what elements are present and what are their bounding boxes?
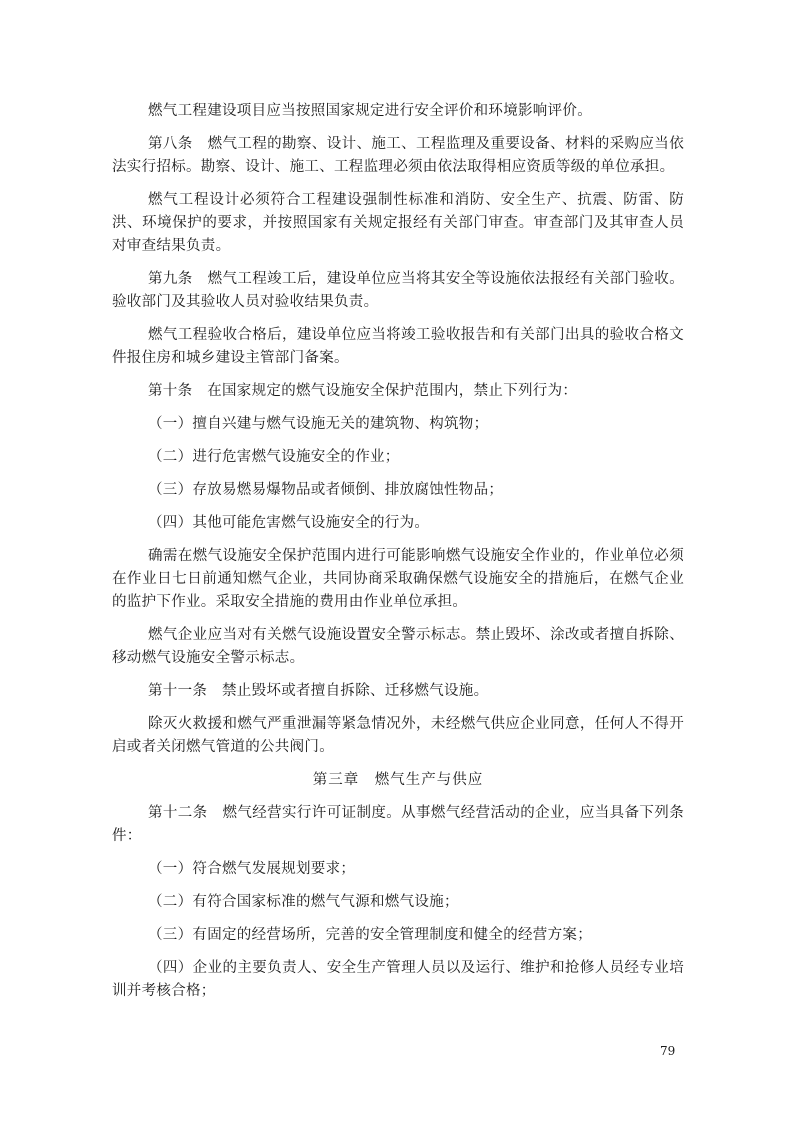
document-body (112, 100, 684, 1013)
chapter-title: 第三章 燃气生产与供应 (312, 772, 484, 788)
paragraph: 第十二条 燃气经营实行许可证制度。从事燃气经营活动的企业，应当具备下列条件： (112, 805, 684, 844)
list-item: （三）存放易燃易爆物品或者倾倒、排放腐蚀性物品； (148, 482, 504, 498)
list-item: （四）其他可能危害燃气设施安全的行为。 (148, 515, 430, 531)
paragraph: 第十条 在国家规定的燃气设施安全保护范围内，禁止下列行为： (148, 383, 578, 399)
paragraph: 确需在燃气设施安全保护范围内进行可能影响燃气设施安全作业的，作业单位必须在作业日七日前通知燃气企业，共同协商采取确保燃气设施安全的措施后，在燃气企业的监护下作业。采取安全措施的费用由作业单位承担。 (112, 548, 684, 610)
list-item: （一）擅自兴建与燃气设施无关的建筑物、构筑物； (148, 416, 489, 432)
paragraph: 除灭火救援和燃气严重泄漏等紧急情况外，未经燃气供应企业同意，任何人不得开启或者关闭燃气管道的公共阀门。 (112, 716, 684, 755)
paragraph: 燃气企业应当对有关燃气设施设置安全警示标志。禁止毁坏、涂改或者擅自拆除、移动燃气设施安全警示标志。 (112, 627, 684, 666)
paragraph: 第九条 燃气工程竣工后，建设单位应当将其安全等设施依法报经有关部门验收。验收部门及其验收人员对验收结果负责。 (112, 271, 684, 310)
paragraph: 燃气工程建设项目应当按照国家规定进行安全评价和环境影响评价。 (148, 103, 592, 119)
paragraph: 第八条 燃气工程的勘察、设计、施工、工程监理及重要设备、材料的采购应当依法实行招标。勘察、设计、施工、工程监理必须由依法取得相应资质等级的单位承担。 (112, 136, 684, 175)
list-item: （二）有符合国家标准的燃气气源和燃气设施； (148, 894, 459, 910)
paragraph: 第十一条 禁止毁坏或者擅自拆除、迁移燃气设施。 (148, 683, 489, 699)
list-item: （三）有固定的经营场所，完善的安全管理制度和健全的经营方案； (148, 927, 592, 943)
list-item: （二）进行危害燃气设施安全的作业； (148, 449, 400, 465)
list-item: （四）企业的主要负责人、安全生产管理人员以及运行、维护和抢修人员经专业培训并考核合格； (112, 960, 684, 999)
paragraph: 燃气工程验收合格后，建设单位应当将竣工验收报告和有关部门出具的验收合格文件报住房和城乡建设主管部门备案。 (112, 327, 684, 366)
paragraph: 燃气工程设计必须符合工程建设强制性标准和消防、安全生产、抗震、防雷、防洪、环境保护的要求，并按照国家有关规定报经有关部门审查。审查部门及其审查人员对审查结果负责。 (112, 192, 684, 254)
page-number: 79 (660, 1044, 676, 1058)
list-item: （一）符合燃气发展规划要求； (148, 861, 356, 877)
